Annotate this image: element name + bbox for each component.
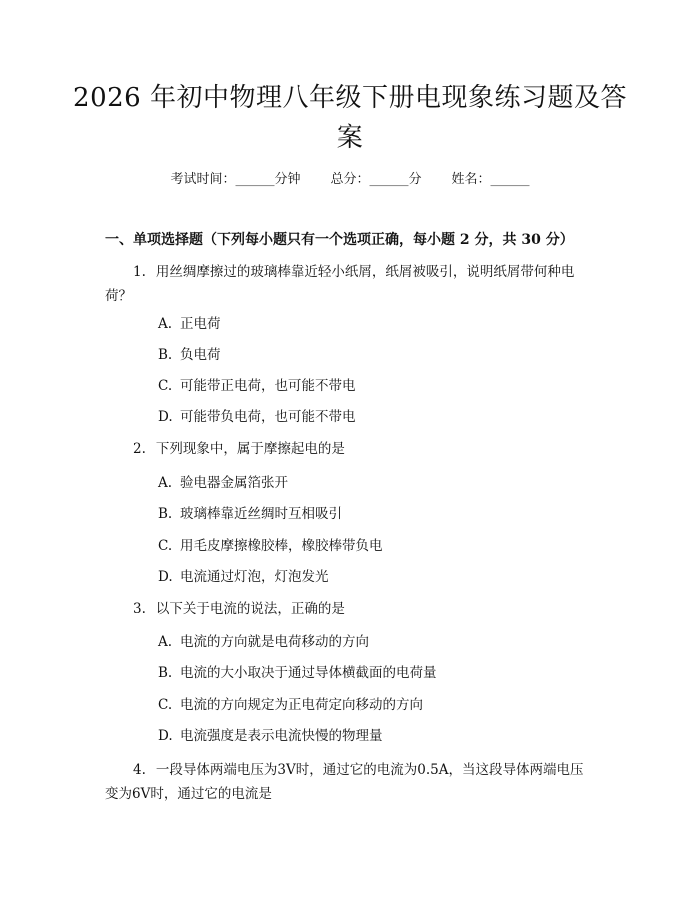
option-letter: C.: [158, 378, 173, 394]
option-letter: B.: [158, 506, 173, 522]
option-letter: D.: [158, 728, 173, 744]
option-letter: B.: [158, 665, 173, 681]
option-letter: B.: [158, 347, 173, 363]
question-3: [105, 597, 595, 621]
question-1-option-d: [158, 407, 356, 427]
question-3-option-c: [158, 695, 423, 715]
question-1-option-a: [158, 314, 221, 334]
total-score-field: 总分：______分: [330, 172, 422, 187]
question-number: 4.: [133, 762, 146, 778]
student-name-field: 姓名：______: [451, 172, 530, 187]
document-title: 2026 年初中物理八年级下册电现象练习题及答案: [73, 83, 627, 153]
option-text: 电流强度是表示电流快慢的物理量: [180, 728, 383, 744]
question-3-option-b: [158, 663, 437, 683]
option-letter: D.: [158, 569, 173, 585]
question-1-option-b: [158, 345, 221, 365]
question-2-option-a: [158, 473, 288, 493]
option-text: 电流通过灯泡，灯泡发光: [180, 569, 329, 585]
option-letter: A.: [158, 634, 173, 650]
option-text: 验电器金属箔张开: [180, 475, 288, 491]
option-text: 电流的大小取决于通过导体横截面的电荷量: [180, 665, 437, 681]
question-1: [105, 260, 595, 308]
exam-time-field: 考试时间：______分钟: [170, 172, 301, 187]
option-text: 负电荷: [180, 347, 221, 363]
question-2-option-b: [158, 504, 342, 524]
option-letter: D.: [158, 409, 173, 425]
option-text: 用毛皮摩擦橡胶棒，橡胶棒带负电: [180, 538, 383, 554]
section-heading: 一、单项选择题（下列每小题只有一个选项正确，每小题 2 分，共 30 分）: [105, 232, 574, 248]
question-3-option-a: [158, 632, 369, 652]
question-1-option-c: [158, 376, 356, 396]
option-text: 正电荷: [180, 316, 221, 332]
option-letter: A.: [158, 316, 173, 332]
option-letter: C.: [158, 538, 173, 554]
question-number: 1.: [133, 264, 146, 280]
question-4: [105, 758, 595, 806]
question-number: 3.: [133, 601, 146, 617]
option-letter: C.: [158, 697, 173, 713]
question-3-option-d: [158, 726, 383, 746]
question-text: 用丝绸摩擦过的玻璃棒靠近轻小纸屑，纸屑被吸引，说明纸屑带何种电荷？: [105, 264, 575, 304]
option-text: 电流的方向规定为正电荷定向移动的方向: [180, 697, 423, 713]
question-text: 下列现象中，属于摩擦起电的是: [155, 441, 345, 457]
option-text: 可能带负电荷，也可能不带电: [180, 409, 356, 425]
question-number: 2.: [133, 441, 146, 457]
question-2-option-d: [158, 567, 329, 587]
option-text: 玻璃棒靠近丝绸时互相吸引: [180, 506, 342, 522]
option-text: 电流的方向就是电荷移动的方向: [180, 634, 369, 650]
exam-info: [0, 168, 700, 187]
question-2: [105, 437, 595, 461]
option-letter: A.: [158, 475, 173, 491]
question-text: 以下关于电流的说法，正确的是: [155, 601, 345, 617]
question-2-option-c: [158, 536, 383, 556]
option-text: 可能带正电荷，也可能不带电: [180, 378, 356, 394]
question-text: 一段导体两端电压为3V时，通过它的电流为0.5A，当这段导体两端电压变为6V时，通过它的电流是: [105, 762, 584, 802]
